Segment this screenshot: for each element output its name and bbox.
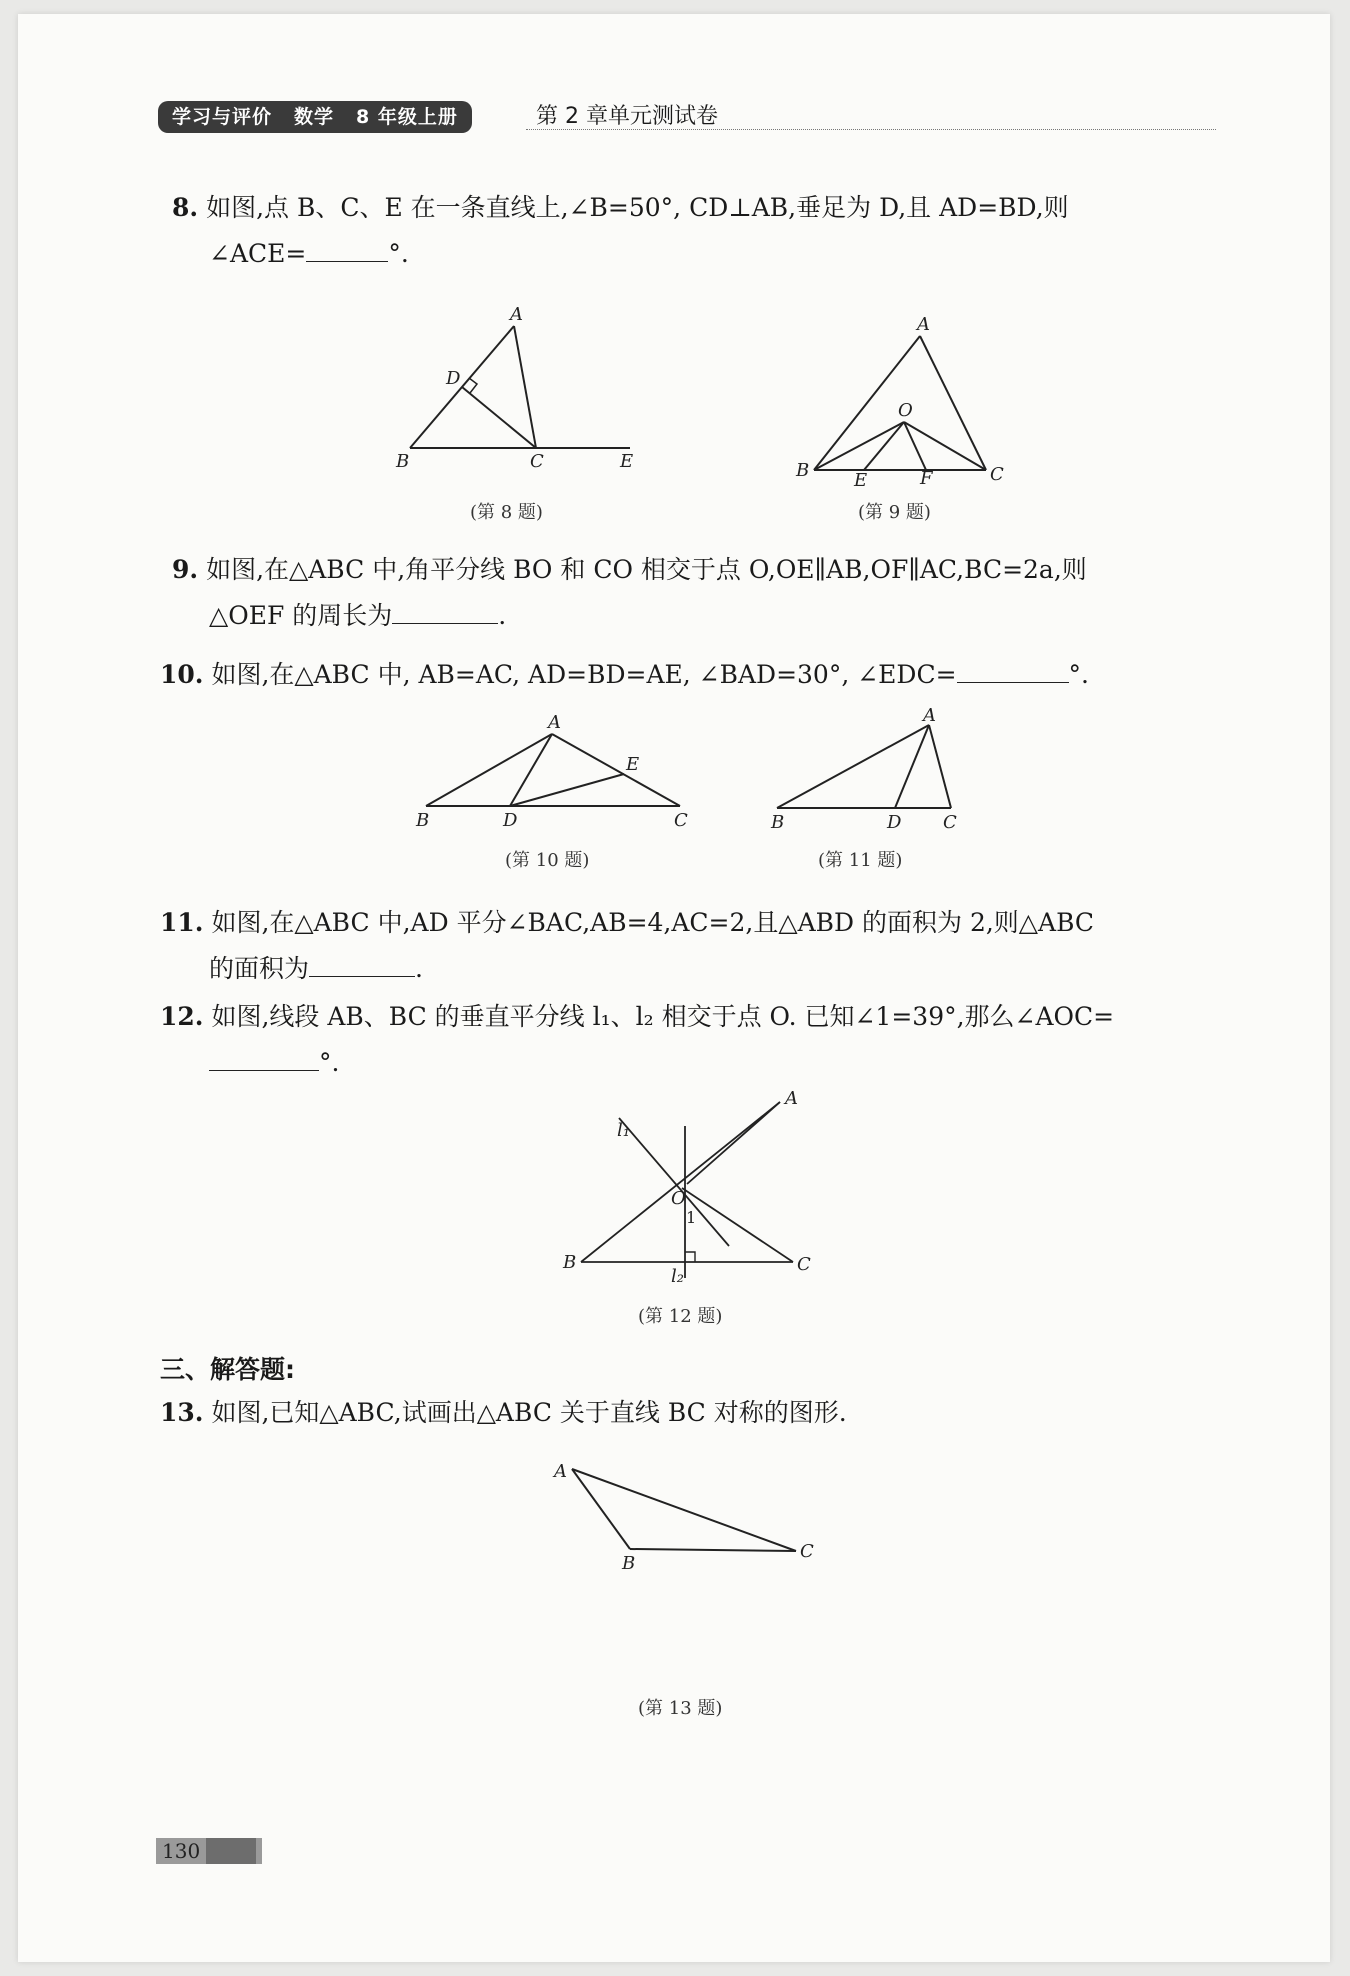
- label-l1: l₁: [617, 1120, 630, 1141]
- caption-figure-10: (第 10 题): [505, 850, 590, 871]
- label-b: B: [796, 460, 810, 481]
- label-e: E: [854, 470, 868, 491]
- segment-ac: [572, 1469, 796, 1551]
- question-number: 10.: [160, 660, 204, 689]
- caption-figure-12: (第 12 题): [638, 1306, 723, 1327]
- header-pill: [158, 101, 472, 133]
- segment-de: [510, 774, 624, 806]
- figure-9: [790, 312, 1020, 492]
- page-number-box: [156, 1838, 262, 1864]
- label-c: C: [800, 1541, 814, 1562]
- segment-oa: [687, 1102, 780, 1184]
- answer-blank[interactable]: [306, 231, 388, 262]
- label-d: D: [503, 810, 518, 831]
- label-c: C: [943, 812, 957, 833]
- right-angle-mark: [685, 1252, 695, 1262]
- label-a: A: [923, 705, 936, 726]
- label-o: O: [671, 1188, 686, 1209]
- label-b: B: [416, 810, 430, 831]
- question-text: 的面积为: [209, 954, 310, 983]
- question-number: 12.: [160, 1002, 204, 1031]
- segment-ba: [777, 725, 929, 808]
- question-text: 如图,在△ABC 中,AD 平分∠BAC,AB=4,AC=2,且△ABD 的面积为 2,则△ABC: [211, 908, 1095, 937]
- label-angle-1: 1: [686, 1208, 697, 1227]
- label-b: B: [396, 451, 410, 472]
- header-grade: 8 年级上册: [356, 106, 458, 128]
- segment-ab: [572, 1469, 630, 1549]
- question-number: 9.: [172, 555, 199, 584]
- question-10: [160, 652, 1089, 698]
- section-title: 三、解答题:: [160, 1355, 295, 1384]
- segment-ad: [895, 725, 929, 808]
- label-b: B: [622, 1553, 636, 1574]
- question-number: 8.: [172, 193, 199, 222]
- figure-8: [380, 300, 640, 480]
- caption-figure-13: (第 13 题): [638, 1698, 723, 1719]
- header-chapter: 第 2 章单元测试卷: [536, 104, 718, 129]
- answer-blank[interactable]: [209, 1040, 319, 1071]
- segment-bo: [814, 422, 904, 470]
- figure-12: [555, 1090, 825, 1290]
- label-c: C: [990, 464, 1004, 485]
- question-text: .: [415, 954, 423, 983]
- question-8-line2: [209, 231, 409, 277]
- question-number: 11.: [160, 908, 204, 937]
- label-a: A: [548, 712, 561, 733]
- question-12-line2: [209, 1040, 339, 1086]
- label-a: A: [510, 304, 523, 325]
- segment-ac: [929, 725, 951, 808]
- question-text: °.: [319, 1048, 340, 1077]
- question-9: [172, 547, 1087, 593]
- question-text: 如图,已知△ABC,试画出△ABC 关于直线 BC 对称的图形.: [211, 1398, 847, 1427]
- figure-13: [550, 1455, 830, 1575]
- question-11: [160, 900, 1094, 946]
- label-f: F: [920, 468, 933, 489]
- caption-figure-11: (第 11 题): [818, 850, 903, 871]
- question-9-line2: [209, 593, 506, 639]
- label-a: A: [785, 1090, 798, 1109]
- right-angle-mark: [469, 378, 477, 393]
- header-subject: 数学: [294, 106, 335, 128]
- label-a: A: [554, 1461, 567, 1482]
- question-13: [160, 1390, 847, 1436]
- question-text: °.: [388, 239, 409, 268]
- figure-11: [765, 705, 985, 835]
- answer-blank[interactable]: [957, 652, 1069, 683]
- header-book: 学习与评价: [172, 106, 273, 128]
- question-text: °.: [1068, 660, 1089, 689]
- line-l1: [619, 1118, 729, 1246]
- segment-ac: [552, 734, 680, 806]
- label-c: C: [530, 451, 544, 472]
- segment-bc: [630, 1549, 796, 1551]
- label-d: D: [887, 812, 902, 833]
- header-rule: [526, 129, 1216, 130]
- figure-10: [410, 710, 700, 835]
- label-a: A: [917, 314, 930, 335]
- caption-figure-8: (第 8 题): [470, 502, 543, 523]
- question-number: 13.: [160, 1398, 204, 1427]
- page-number-bar: [206, 1838, 256, 1864]
- label-c: C: [797, 1254, 811, 1275]
- question-text: ∠ACE=: [209, 239, 307, 268]
- caption-figure-9: (第 9 题): [858, 502, 931, 523]
- question-text: 如图,在△ABC 中,角平分线 BO 和 CO 相交于点 O,OE∥AB,OF∥AC,BC=2a,则: [206, 555, 1087, 584]
- question-text: 如图,线段 AB、BC 的垂直平分线 l₁、l₂ 相交于点 O. 已知∠1=39°,那么∠AOC=: [211, 1002, 1115, 1031]
- segment-oc: [682, 1188, 793, 1262]
- segment-dc: [462, 387, 536, 448]
- label-o: O: [898, 400, 913, 421]
- segment-ba: [581, 1102, 780, 1262]
- page-number: 130: [162, 1839, 201, 1863]
- question-12: [160, 994, 1114, 1040]
- answer-blank[interactable]: [392, 593, 498, 624]
- label-c: C: [674, 810, 688, 831]
- question-text: 如图,在△ABC 中, AB=AC, AD=BD=AE, ∠BAD=30°, ∠EDC=: [211, 660, 957, 689]
- label-d: D: [446, 368, 461, 389]
- segment-oe: [864, 422, 904, 470]
- question-text: .: [498, 601, 507, 630]
- label-e: E: [620, 451, 634, 472]
- question-text: △OEF 的周长为: [209, 601, 393, 630]
- question-text: 如图,点 B、C、E 在一条直线上,∠B=50°, CD⊥AB,垂足为 D,且 AD=BD,则: [206, 193, 1069, 222]
- question-11-line2: [209, 946, 423, 992]
- segment-ab: [426, 734, 552, 806]
- label-e: E: [626, 754, 640, 775]
- question-8: [172, 185, 1069, 231]
- label-b: B: [771, 812, 785, 833]
- segment-ac: [514, 326, 536, 448]
- answer-blank[interactable]: [309, 946, 415, 977]
- label-l2: l₂: [671, 1266, 684, 1287]
- label-b: B: [563, 1252, 577, 1273]
